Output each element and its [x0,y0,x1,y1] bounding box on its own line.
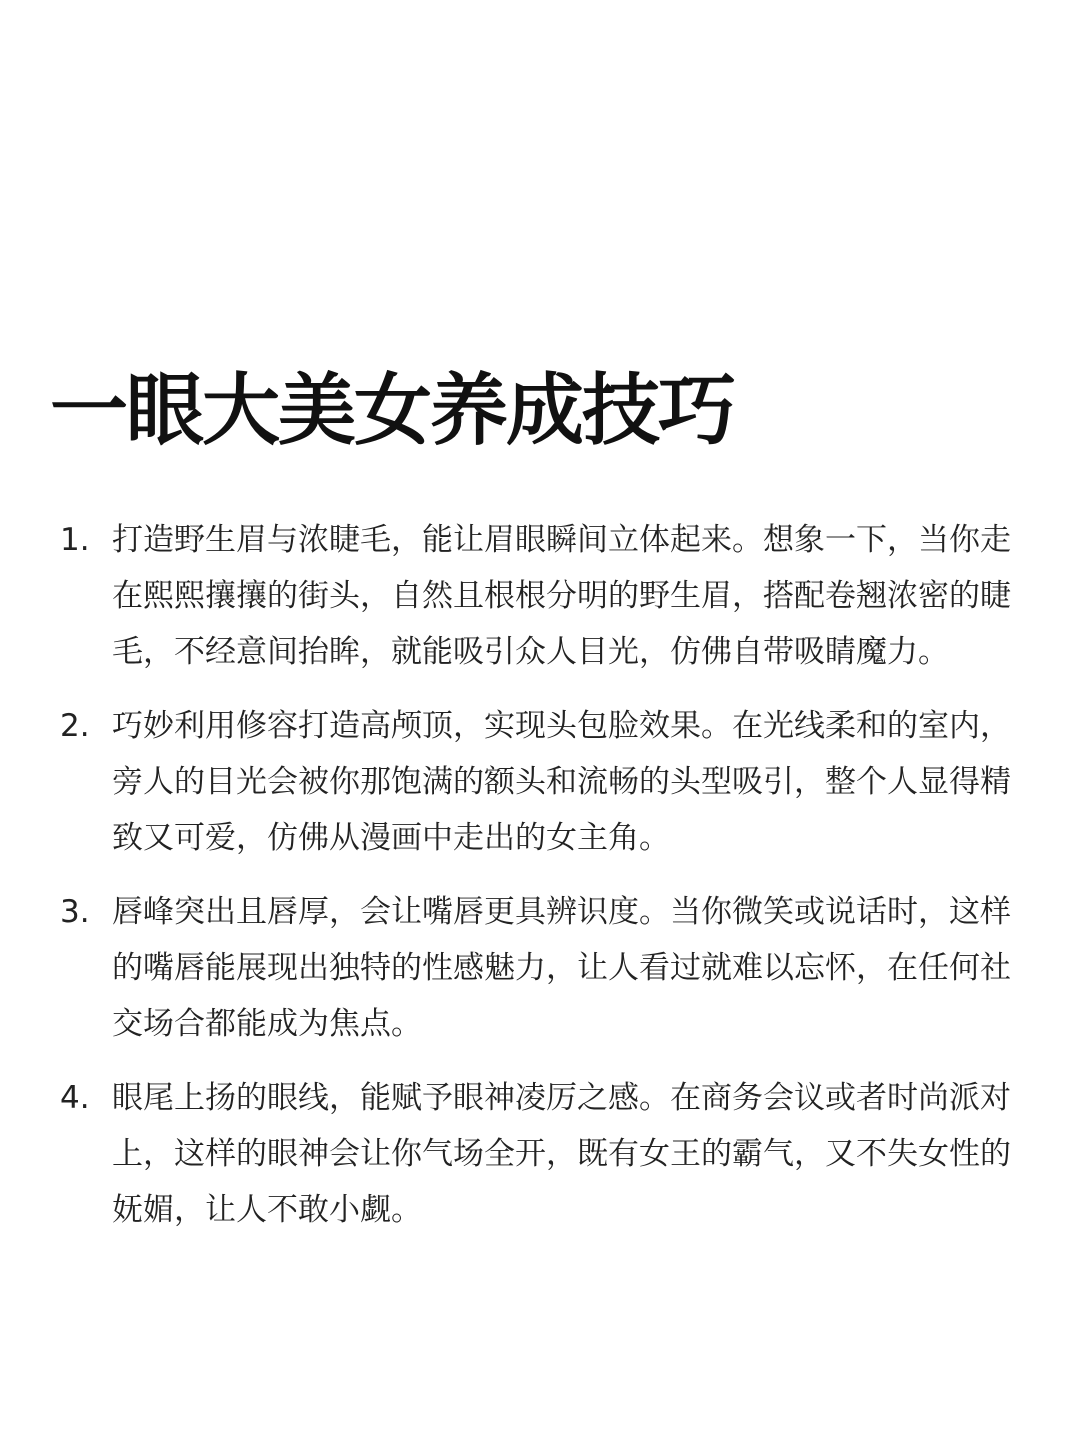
list-item [0,884,1080,1052]
page-title: 一眼大美女养成技巧 [50,366,735,456]
tips-list [0,512,1080,1256]
list-item [0,1070,1080,1238]
list-item-text: 唇峰突出且唇厚，会让嘴唇更具辨识度。当你微笑或说话时，这样的嘴唇能展现出独特的性感魅力，让人看过就难以忘怀，在任何社交场合都能成为焦点。 [112,894,1011,1042]
list-item-number: 3. [60,894,90,930]
list-item-number: 4. [60,1080,90,1116]
list-item-text: 眼尾上扬的眼线，能赋予眼神凌厉之感。在商务会议或者时尚派对上，这样的眼神会让你气场全开，既有女王的霸气，又不失女性的妩媚，让人不敢小觑。 [112,1080,1011,1228]
list-item-number: 2. [60,708,90,744]
list-item-number: 1. [60,522,90,558]
list-item [0,698,1080,866]
list-item-text: 巧妙利用修容打造高颅顶，实现头包脸效果。在光线柔和的室内，旁人的目光会被你那饱满的额头和流畅的头型吸引，整个人显得精致又可爱，仿佛从漫画中走出的女主角。 [112,708,1011,856]
list-item-text: 打造野生眉与浓睫毛，能让眉眼瞬间立体起来。想象一下，当你走在熙熙攘攘的街头，自然且根根分明的野生眉，搭配卷翘浓密的睫毛，不经意间抬眸，就能吸引众人目光，仿佛自带吸睛魔力。 [112,522,1011,670]
list-item [0,512,1080,680]
